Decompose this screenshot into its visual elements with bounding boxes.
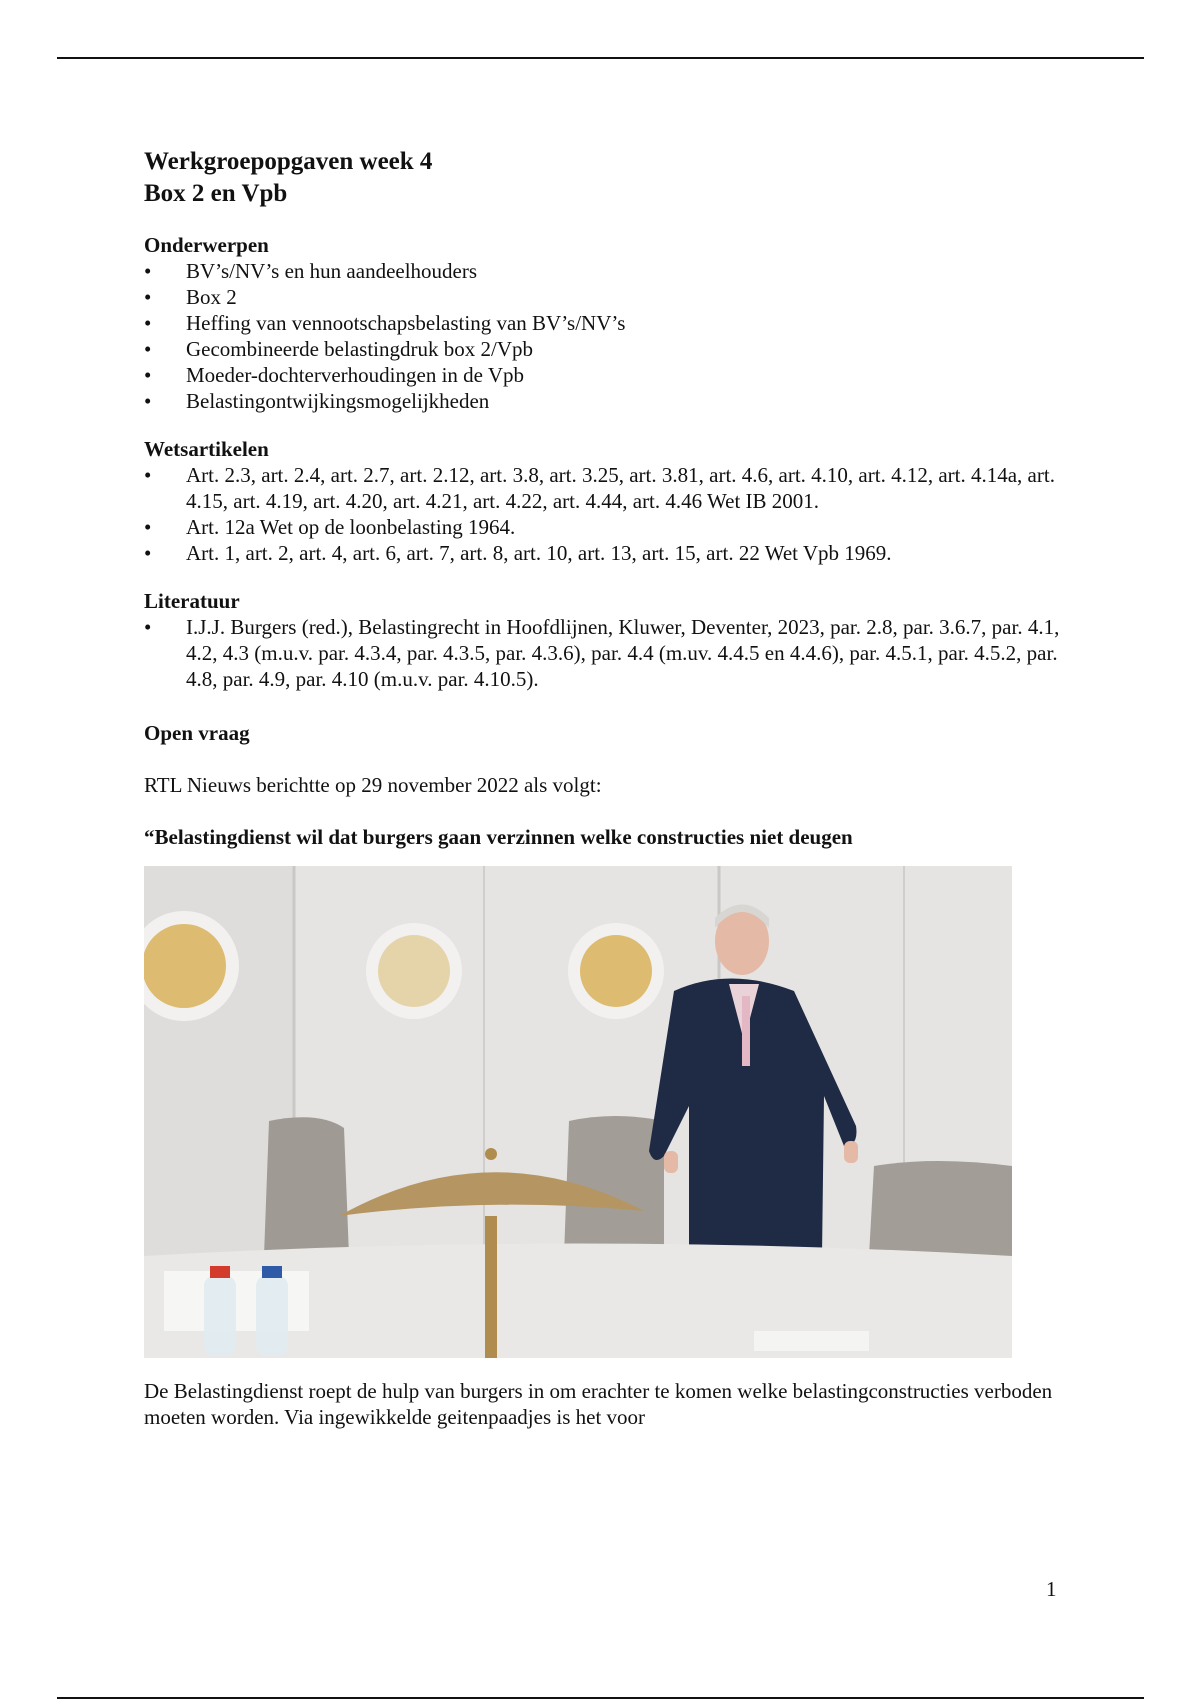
article-photo [144,866,1012,1358]
onderwerpen-list [144,258,1064,414]
document-body [144,146,1064,1430]
doc-subtitle: Box 2 en Vpb [144,180,288,207]
page-number: 1 [1046,1577,1057,1601]
article-headline: “Belastingdienst wil dat burgers gaan verzinnen welke constructies niet deugen [144,825,853,849]
bullet: • [144,541,152,565]
bullet: • [144,311,152,335]
body-paragraph: De Belastingdienst roept de hulp van burgers in om erachter te komen welke belastingconstructies verboden moeten worden. Via ingewikkelde geitenpaadjes is het voor [144,1379,1053,1429]
list-item: • Gecombineerde belastingdruk box 2/Vpb [144,337,533,361]
list-item: • I.J.J. Burgers (red.), Belastingrecht in Hoofdlijnen, Kluwer, Deventer, 2023, par. 2.8, par. 3.6.7, par. 4.1, 4.2, 4.3 (m.u.v. par. 4.3.4, par. 4.3.5, par. 4.3.6), par. 4.4 (m.uv. 4.4.5 en 4.4.6), par. 4.5.1, par. 4.5.2, par. 4.8, par. 4.9, par. 4.10 (m.u.v. par. 4.10.5). [144,615,1060,691]
bullet: • [144,515,152,539]
emblem-middle [366,923,462,1019]
emblem-right [568,923,664,1019]
literatuur-heading: Literatuur [144,589,240,613]
list-item: • Moeder-dochterverhoudingen in de Vpb [144,363,525,387]
intro-paragraph: RTL Nieuws berichtte op 29 november 2022 als volgt: [144,773,602,797]
wetsartikelen-list [144,462,1064,566]
wetsartikelen-heading: Wetsartikelen [144,437,269,461]
header-rule [57,57,1144,59]
list-item: • Belastingontwijkingsmogelijkheden [144,389,490,413]
photo-illustration [144,866,1012,1358]
list-item: • Box 2 [144,285,237,309]
bullet: • [144,363,152,387]
bullet: • [144,285,152,309]
footer-rule [57,1697,1144,1699]
bullet: • [144,463,152,487]
bullet: • [144,259,152,283]
list-item: • Art. 2.3, art. 2.4, art. 2.7, art. 2.12, art. 3.8, art. 3.25, art. 3.81, art. 4.6, art. 4.10, art. 4.12, art. 4.14a, art. 4.15, art. 4.19, art. 4.20, art. 4.21, art. 4.22, art. 4.44, art. 4.46 Wet IB 2001. [144,463,1055,513]
literatuur-list [144,614,1064,692]
list-item: • Art. 1, art. 2, art. 4, art. 6, art. 7, art. 8, art. 10, art. 13, art. 15, art. 22 Wet Vpb 1969. [144,541,892,565]
doc-title: Werkgroepopgaven week 4 [144,148,433,175]
onderwerpen-heading: Onderwerpen [144,233,269,257]
bullet: • [144,389,152,413]
open-vraag-heading: Open vraag [144,721,250,745]
list-item: • BV’s/NV’s en hun aandeelhouders [144,259,478,283]
list-item: • Heffing van vennootschapsbelasting van BV’s/NV’s [144,311,626,335]
bullet: • [144,337,152,361]
bullet: • [144,615,152,639]
list-item: • Art. 12a Wet op de loonbelasting 1964. [144,515,516,539]
